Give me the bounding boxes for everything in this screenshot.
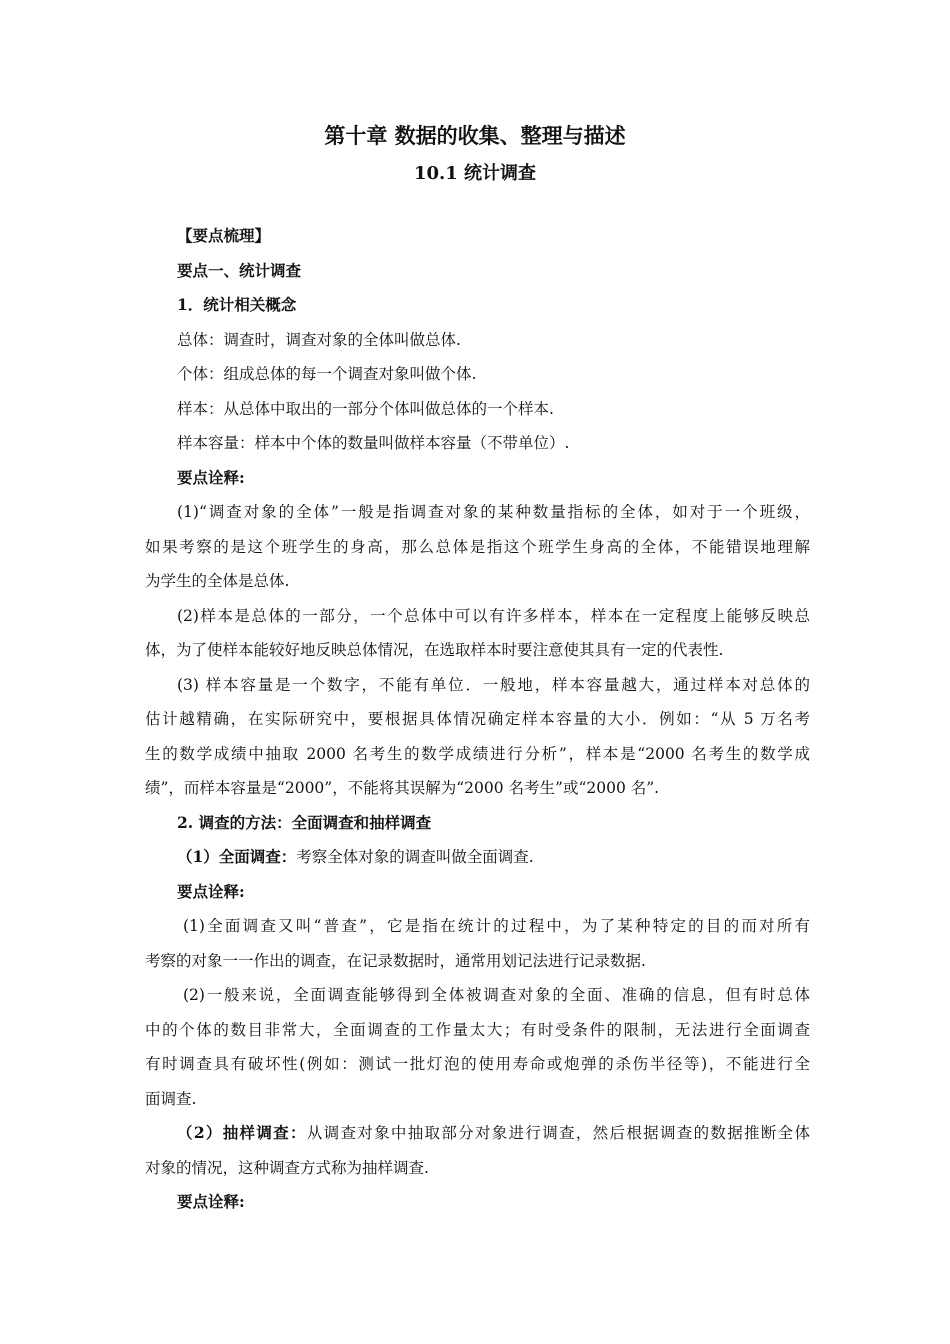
text-line: 有时调查具有破坏性(例如：测试一批灯泡的使用寿命或炮弹的杀伤半径等)，不能进行全	[145, 1055, 810, 1073]
term-label: （2）抽样调查：	[177, 1123, 307, 1142]
text-line: 样本容量：样本中个体的数量叫做样本容量（不带单位）.	[177, 434, 570, 452]
heading-line: 要点诠释:	[177, 467, 245, 487]
text-line: 考察的对象一一作出的调查，在记录数据时，通常用划记法进行记录数据.	[145, 951, 646, 970]
section-title: 10.1 统计调查	[413, 163, 537, 184]
heading-line: 1．统计相关概念	[177, 295, 297, 314]
text-line: 绩”，而样本容量是“2000”，不能将其误解为“2000 名考生”或“2000 名”.	[145, 779, 660, 797]
chapter-title: 第十章 数据的收集、整理与描述	[324, 123, 626, 148]
text-line: 对象的情况，这种调查方式称为抽样调查.	[145, 1158, 429, 1177]
text-line: 体，为了使样本能较好地反映总体情况，在选取样本时要注意使其具有一定的代表性.	[145, 641, 724, 659]
text-line: (1)“调查对象的全体”一般是指调查对象的某种数量指标的全体，如对于一个班级，	[177, 503, 810, 521]
heading-line: 要点一、统计调查	[177, 260, 302, 280]
text-line: 样本：从总体中取出的一部分个体叫做总体的一个样本.	[177, 399, 554, 418]
text-line: 为学生的全体是总体.	[145, 572, 290, 590]
text-line: (2)一般来说，全面调查能够得到全体被调查对象的全面、准确的信息，但有时总体	[183, 986, 810, 1004]
heading-line: 【要点梳理】	[177, 226, 271, 245]
text-line: 生的数学成绩中抽取 2000 名考生的数学成绩进行分析”，样本是“2000 名考生的数学成	[145, 744, 810, 763]
text-line: (2)样本是总体的一部分，一个总体中可以有许多样本，样本在一定程度上能够反映总	[177, 606, 810, 625]
heading-line: 要点诠释:	[177, 1192, 245, 1211]
text-line: 总体：调查时，调查对象的全体叫做总体.	[177, 330, 461, 349]
text-line: (3) 样本容量是一个数字，不能有单位．一般地，样本容量越大，通过样本对总体的	[177, 675, 810, 694]
term-definition: 从调查对象中抽取部分对象进行调查，然后根据调查的数据推断全体	[306, 1124, 810, 1142]
text-line: (1)全面调查又叫“普查”，它是指在统计的过程中，为了某种特定的目的而对所有	[183, 917, 810, 935]
term-definition: 考察全体对象的调查叫做全面调查.	[296, 848, 534, 866]
text-line	[145, 840, 810, 875]
heading-line: 2. 调查的方法：全面调查和抽样调查	[177, 812, 432, 832]
text-line: 如果考察的是这个班学生的身高，那么总体是指这个班学生身高的全体，不能错误地理解	[145, 537, 810, 556]
text-line	[145, 1116, 810, 1151]
text-line: 中的个体的数目非常大，全面调查的工作量太大；有时受条件的限制，无法进行全面调查	[145, 1020, 810, 1039]
heading-line: 要点诠释:	[177, 881, 245, 901]
term-label: （1）全面调查：	[177, 847, 297, 866]
text-line: 个体：组成总体的每一个调查对象叫做个体.	[177, 365, 477, 383]
text-line: 估计越精确，在实际研究中，要根据具体情况确定样本容量的大小．例如：“从 5 万名考	[145, 710, 810, 728]
text-line: 面调查.	[145, 1089, 197, 1108]
document-body	[145, 219, 810, 1220]
